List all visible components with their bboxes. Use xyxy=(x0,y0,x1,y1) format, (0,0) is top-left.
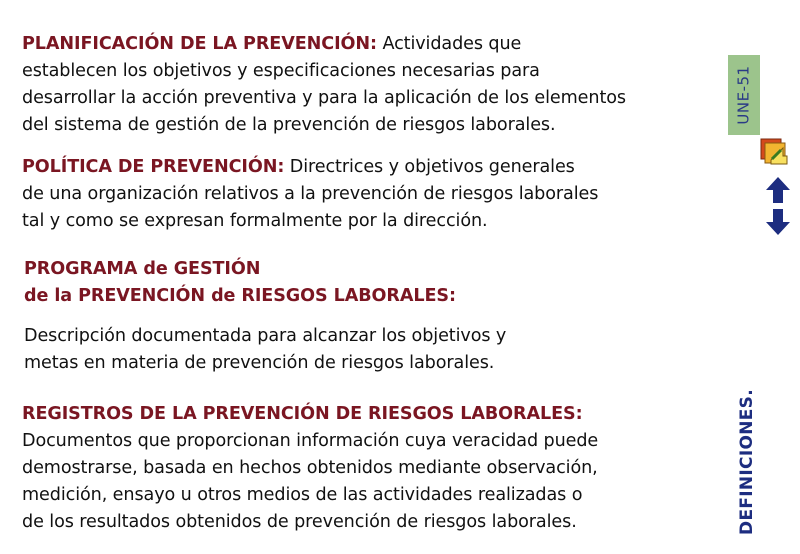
section-title-label: DEFINICIONES. xyxy=(737,389,758,535)
term-planificacion: PLANIFICACIÓN DE LA PREVENCIÓN: xyxy=(22,34,377,54)
definition-registros xyxy=(22,401,712,536)
arrow-down-icon[interactable] xyxy=(764,208,792,236)
section-title xyxy=(730,378,764,546)
term-programa: PROGRAMA de GESTIÓN de la PREVENCIÓN de RIESGOS LABORALES: xyxy=(24,259,456,306)
une-badge-label: UNE-51 xyxy=(735,65,753,125)
text-registros: Documentos que proporcionan información cuya veracidad puede demostrarse, basada en hechos obtenidos mediante observación, medición, ensayo u otros medios de las actividades realizadas o de los resultados obtenidos de prevención de riesgos laborales. xyxy=(22,431,599,532)
text-planificacion: Actividades que establecen los objetivos y especificaciones necesarias para desarrollar la acción preventiva y para la aplicación de los elementos del sistema de gestión de la prevención de riesgos laborales. xyxy=(22,34,626,135)
text-politica: Directrices y objetivos generales de una organización relativos a la prevención de riesgos laborales tal y como se expresan formalmente por la dirección. xyxy=(22,157,599,231)
definition-politica xyxy=(22,154,702,235)
une-badge[interactable] xyxy=(728,55,760,135)
definition-planificacion xyxy=(22,31,722,139)
text-programa: Descripción documentada para alcanzar los objetivos y metas en materia de prevención de riesgos laborales. xyxy=(24,326,507,373)
term-registros: REGISTROS DE LA PREVENCIÓN DE RIESGOS LABORALES: xyxy=(22,404,583,424)
arrow-up-icon[interactable] xyxy=(764,176,792,204)
home-icon[interactable] xyxy=(759,136,793,170)
term-politica: POLÍTICA DE PREVENCIÓN: xyxy=(22,157,285,177)
